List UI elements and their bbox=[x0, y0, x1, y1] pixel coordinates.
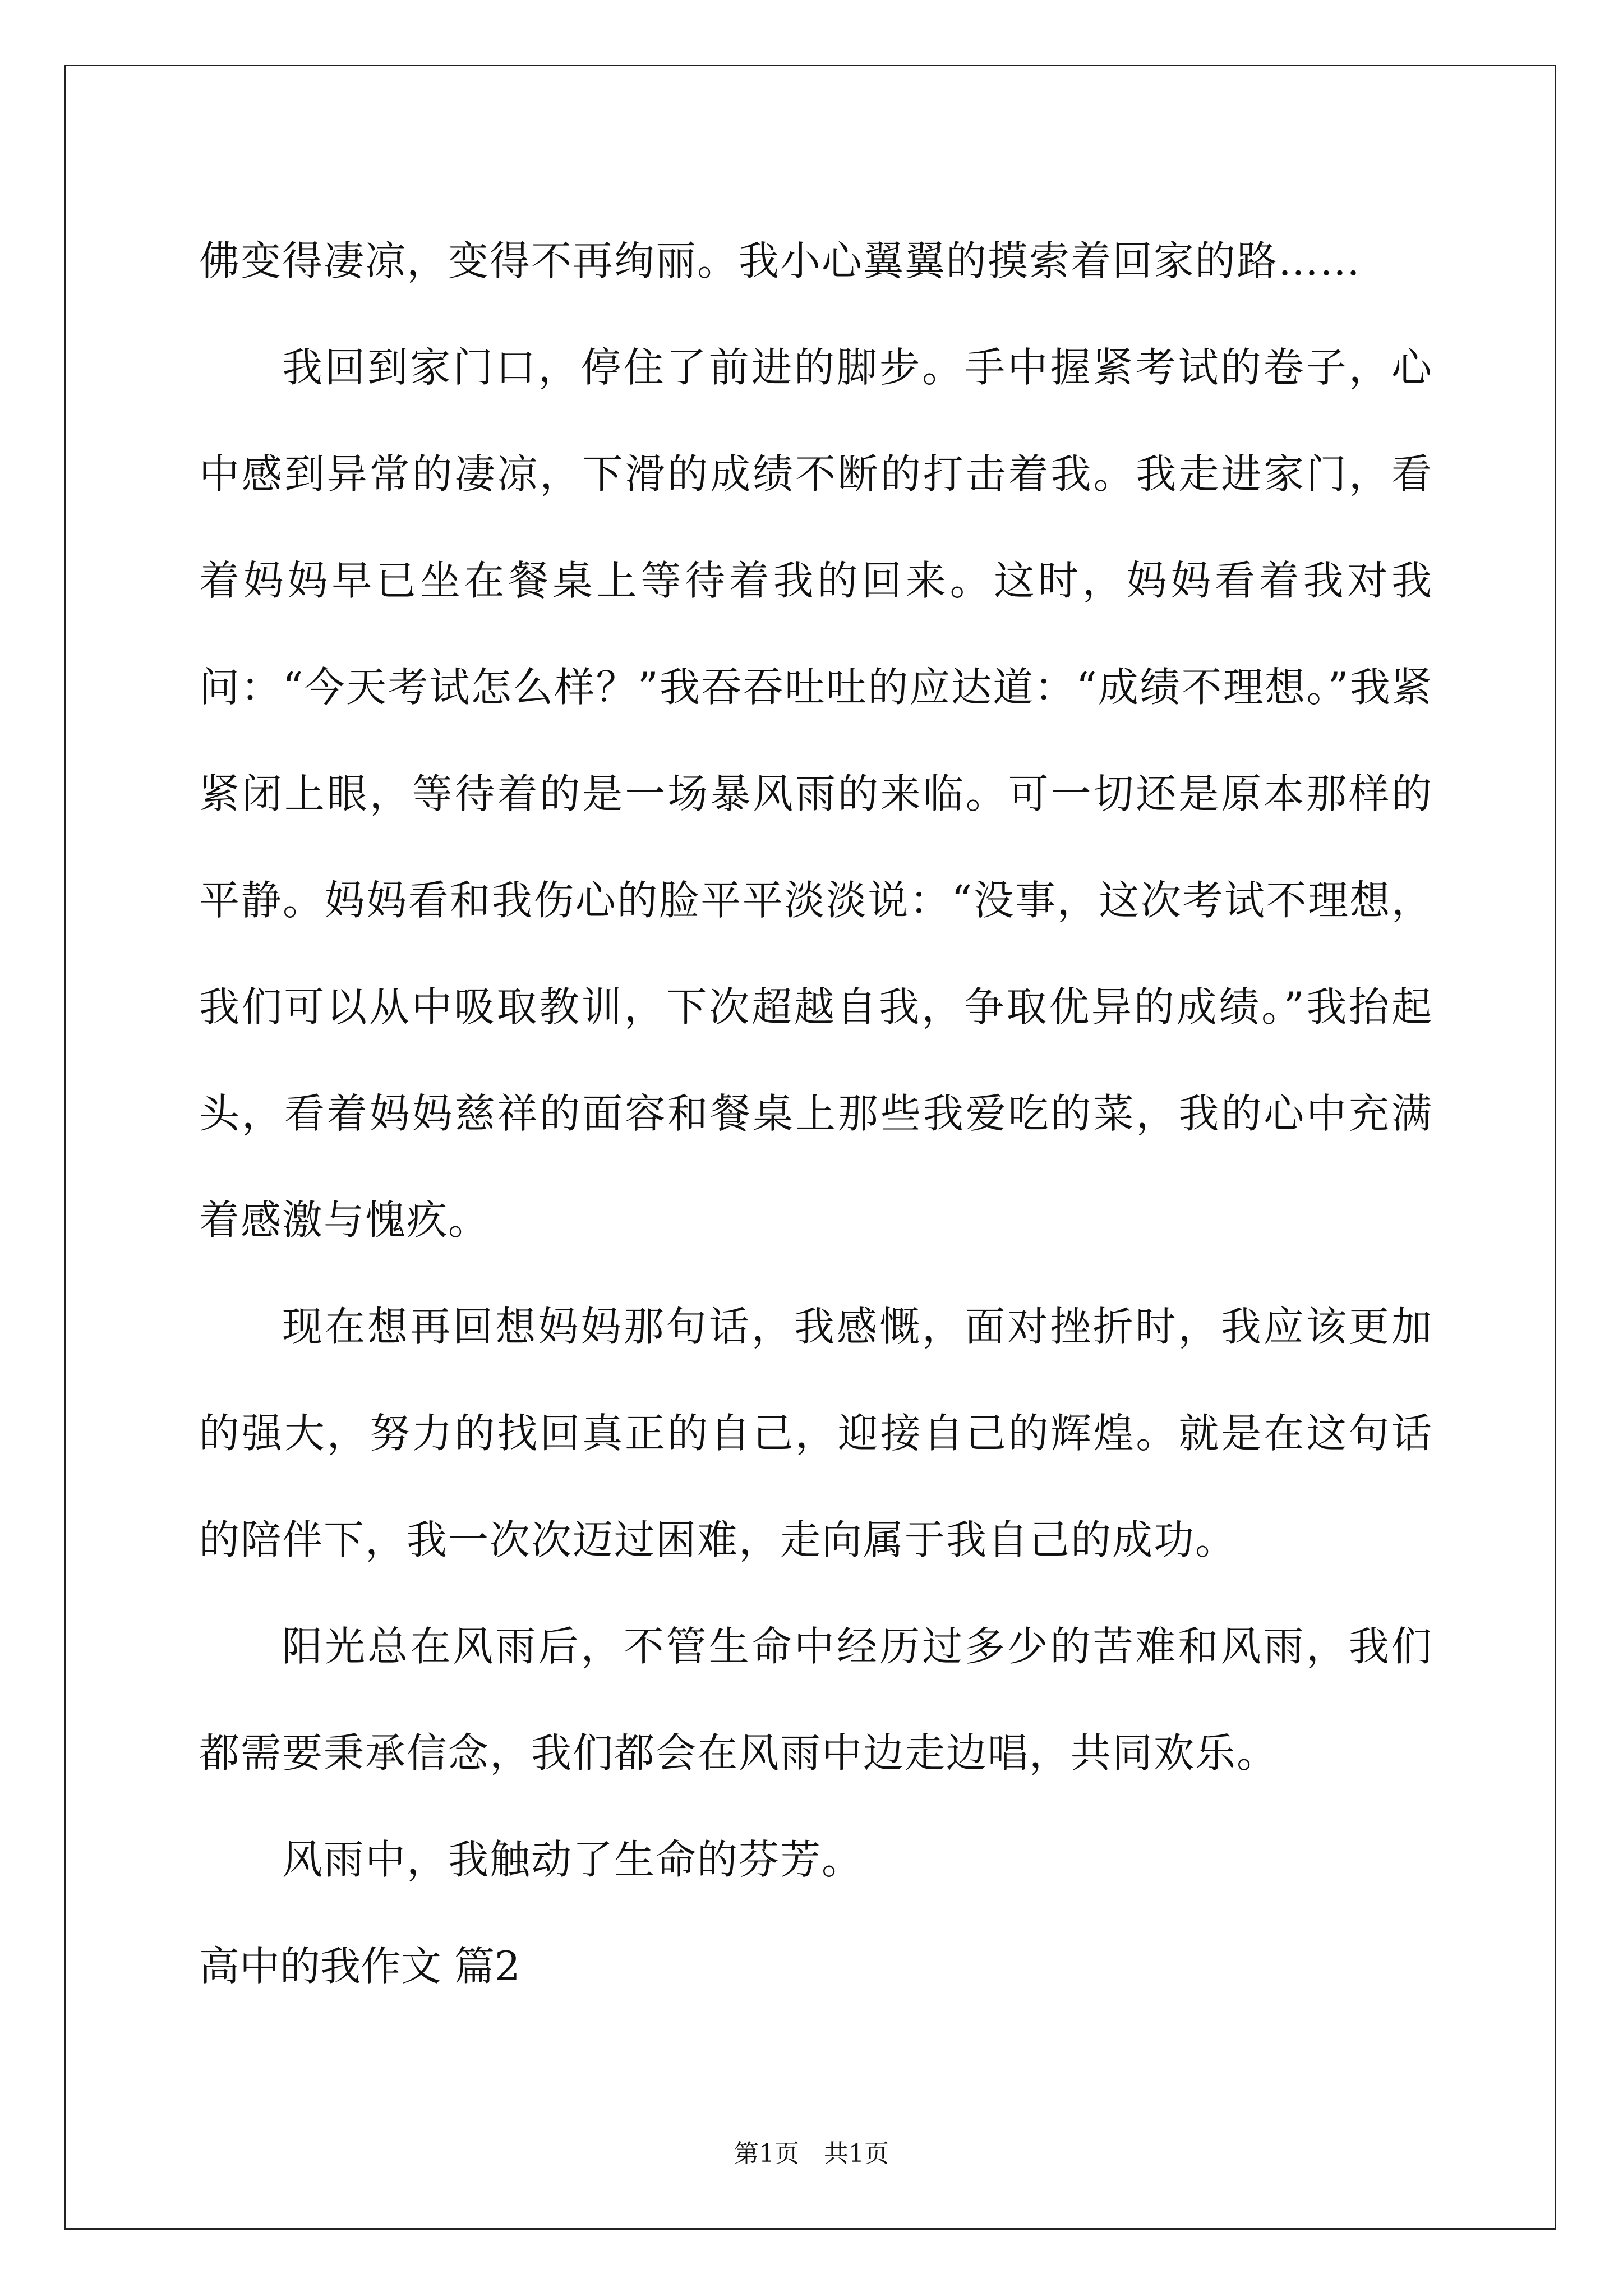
paragraph-4: 阳光总在风雨后，不管生命中经历过多少的苦难和风雨，我们都需要秉承信念，我们都会在风雨中边走边唱，共同欢乐。 bbox=[199, 1623, 1433, 1777]
page-footer: 第1页 共1页 bbox=[734, 2139, 889, 2168]
paragraph-3: 现在想再回想妈妈那句话，我感慨，面对挫折时，我应该更加的强大，努力的找回真正的自己，迎接自己的辉煌。就是在这句话的陪伴下，我一次次迈过困难，走向属于我自己的成功。 bbox=[199, 1303, 1433, 1563]
section-heading: 高中的我作文 篇2 bbox=[199, 1943, 520, 1990]
document-body bbox=[199, 208, 1433, 2019]
paragraph-5: 风雨中，我触动了生命的芬芳。 bbox=[282, 1836, 864, 1883]
paragraph-1: 佛变得凄凉，变得不再绚丽。我小心翼翼的摸索着回家的路…… bbox=[199, 237, 1362, 284]
paragraph-2: 我回到家门口，停住了前进的脚步。手中握紧考试的卷子，心中感到异常的凄凉，下滑的成绩不断的打击着我。我走进家门，看着妈妈早已坐在餐桌上等待着我的回来。这时，妈妈看着我对我问：“今天考试怎么样？”我吞吞吐吐的应达道：“成绩不理想。”我紧紧闭上眼，等待着的是一场暴风雨的来临。可一切还是原本那样的平静。妈妈看和我伤心的脸平平淡淡说：“没事，这次考试不理想，我们可以从中吸取教训，下次超越自我，争取优异的成绩。”我抬起头，看着妈妈慈祥的面容和餐桌上那些我爱吃的菜，我的心中充满着感激与愧疚。 bbox=[199, 344, 1433, 1244]
